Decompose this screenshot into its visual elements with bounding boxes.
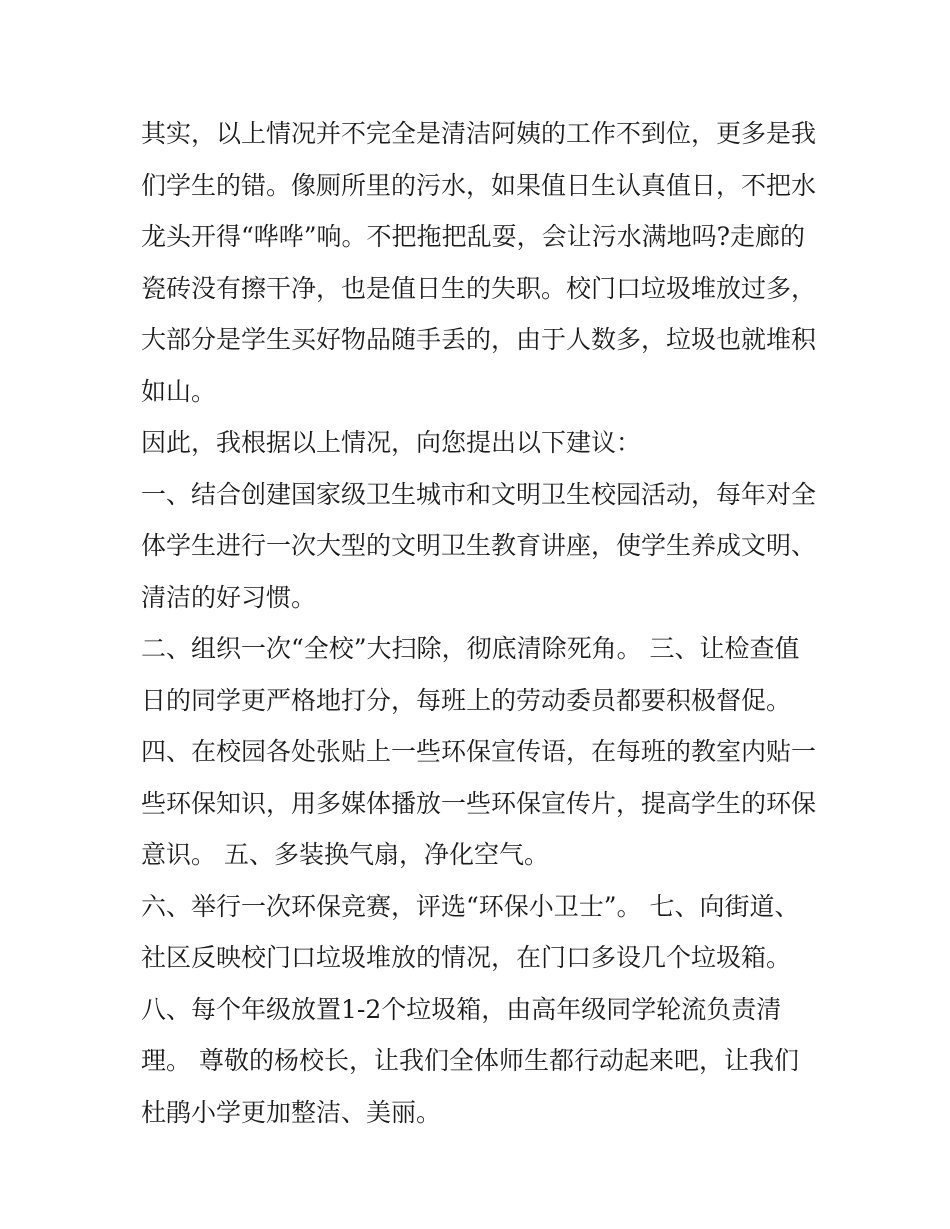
text-line: 龙头开得“哗哗”响。不把拖把乱耍，会让污水满地吗?走廊的 — [141, 222, 805, 251]
text-line: 如山。 — [141, 376, 217, 406]
text-line: 其实，以上情况并不完全是清洁阿姨的工作不到位，更多是我 — [141, 119, 817, 148]
text-line: 六、举行一次环保竞赛，评选“环保小卫士”。 七、向街道、 — [141, 891, 800, 921]
text-line: 二、组织一次“全校”大扫除，彻底清除死角。 三、让检查值 — [141, 634, 800, 663]
text-line: 体学生进行一次大型的文明卫生教育讲座，使学生养成文明、 — [141, 531, 817, 560]
text-line: 意识。 五、多装换气扇，净化空气。 — [141, 840, 549, 869]
text-line: 八、每个年级放置1-2个垃圾箱，由高年级同学轮流负责清 — [141, 994, 782, 1024]
text-line: 杜鹃小学更加整洁、美丽。 — [141, 1097, 442, 1127]
text-line: 瓷砖没有擦干净，也是值日生的失职。校门口垃圾堆放过多， — [141, 273, 817, 303]
text-line: 大部分是学生买好物品随手丢的，由于人数多，垃圾也就堆积 — [141, 325, 817, 354]
text-line: 四、在校园各处张贴上一些环保宣传语，在每班的教室内贴一 — [141, 737, 817, 766]
text-line: 理。 尊敬的杨校长，让我们全体师生都行动起来吧，让我们 — [141, 1046, 799, 1075]
text-line: 因此，我根据以上情况，向您提出以下建议： — [141, 428, 642, 457]
text-line: 一、结合创建国家级卫生城市和文明卫生校园活动，每年对全 — [141, 479, 817, 509]
text-line: 清洁的好习惯。 — [141, 582, 317, 612]
text-line: 们学生的错。像厕所里的污水，如果值日生认真值日，不把水 — [141, 170, 817, 200]
text-line: 些环保知识，用多媒体播放一些环保宣传片，提高学生的环保 — [141, 788, 817, 818]
text-line: 社区反映校门口垃圾堆放的情况，在门口多设几个垃圾箱。 — [141, 943, 792, 972]
text-line: 日的同学更严格地打分，每班上的劳动委员都要积极督促。 — [141, 685, 792, 715]
document-body-text — [141, 108, 821, 1138]
